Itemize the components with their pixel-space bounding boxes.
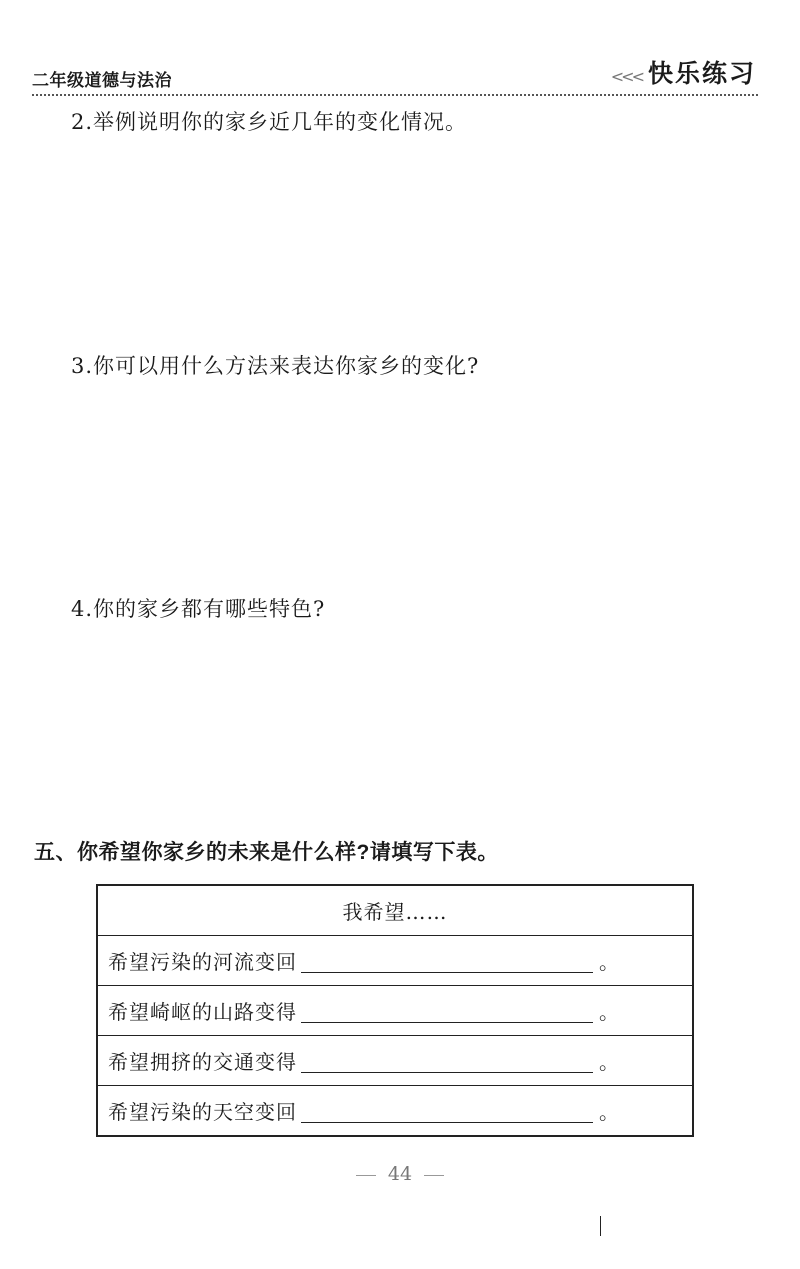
footer-dash-right — [424, 1175, 444, 1176]
table-row — [98, 1036, 692, 1086]
header-title: 快乐练习 — [647, 60, 756, 88]
row-prefix: 希望崎岖的山路变得 — [108, 1000, 297, 1024]
row-prefix: 希望拥挤的交通变得 — [108, 1050, 297, 1074]
answer-blank[interactable] — [301, 1098, 593, 1123]
table-row — [98, 936, 692, 986]
page-number: 44 — [387, 1163, 413, 1185]
question-3: 3.你可以用什么方法来表达你家乡的变化? — [71, 354, 480, 378]
row-suffix: 。 — [599, 1050, 620, 1074]
answer-blank[interactable] — [301, 948, 593, 973]
wish-table — [96, 884, 694, 1137]
page-header — [32, 40, 758, 96]
answer-blank[interactable] — [301, 1048, 593, 1073]
table-row — [98, 986, 692, 1036]
row-suffix: 。 — [599, 1000, 620, 1024]
page-number-footer — [0, 1163, 800, 1185]
chevron-left-icon: <<< — [610, 66, 642, 86]
answer-blank[interactable] — [301, 998, 593, 1023]
footer-dash-left — [356, 1175, 376, 1176]
row-suffix: 。 — [599, 1100, 620, 1124]
row-prefix: 希望污染的河流变回 — [108, 950, 297, 974]
question-2: 2.举例说明你的家乡近几年的变化情况。 — [71, 110, 468, 134]
edge-mark — [600, 1216, 601, 1236]
table-header: 我希望…… — [98, 886, 692, 936]
header-divider — [32, 94, 758, 96]
table-row — [98, 1086, 692, 1135]
section-title: 五、你希望你家乡的未来是什么样?请填写下表。 — [34, 841, 499, 864]
subject-label: 二年级道德与法治 — [32, 71, 172, 90]
row-suffix: 。 — [599, 950, 620, 974]
header-title-group — [611, 54, 756, 90]
row-prefix: 希望污染的天空变回 — [108, 1100, 297, 1124]
question-4: 4.你的家乡都有哪些特色? — [71, 597, 326, 621]
